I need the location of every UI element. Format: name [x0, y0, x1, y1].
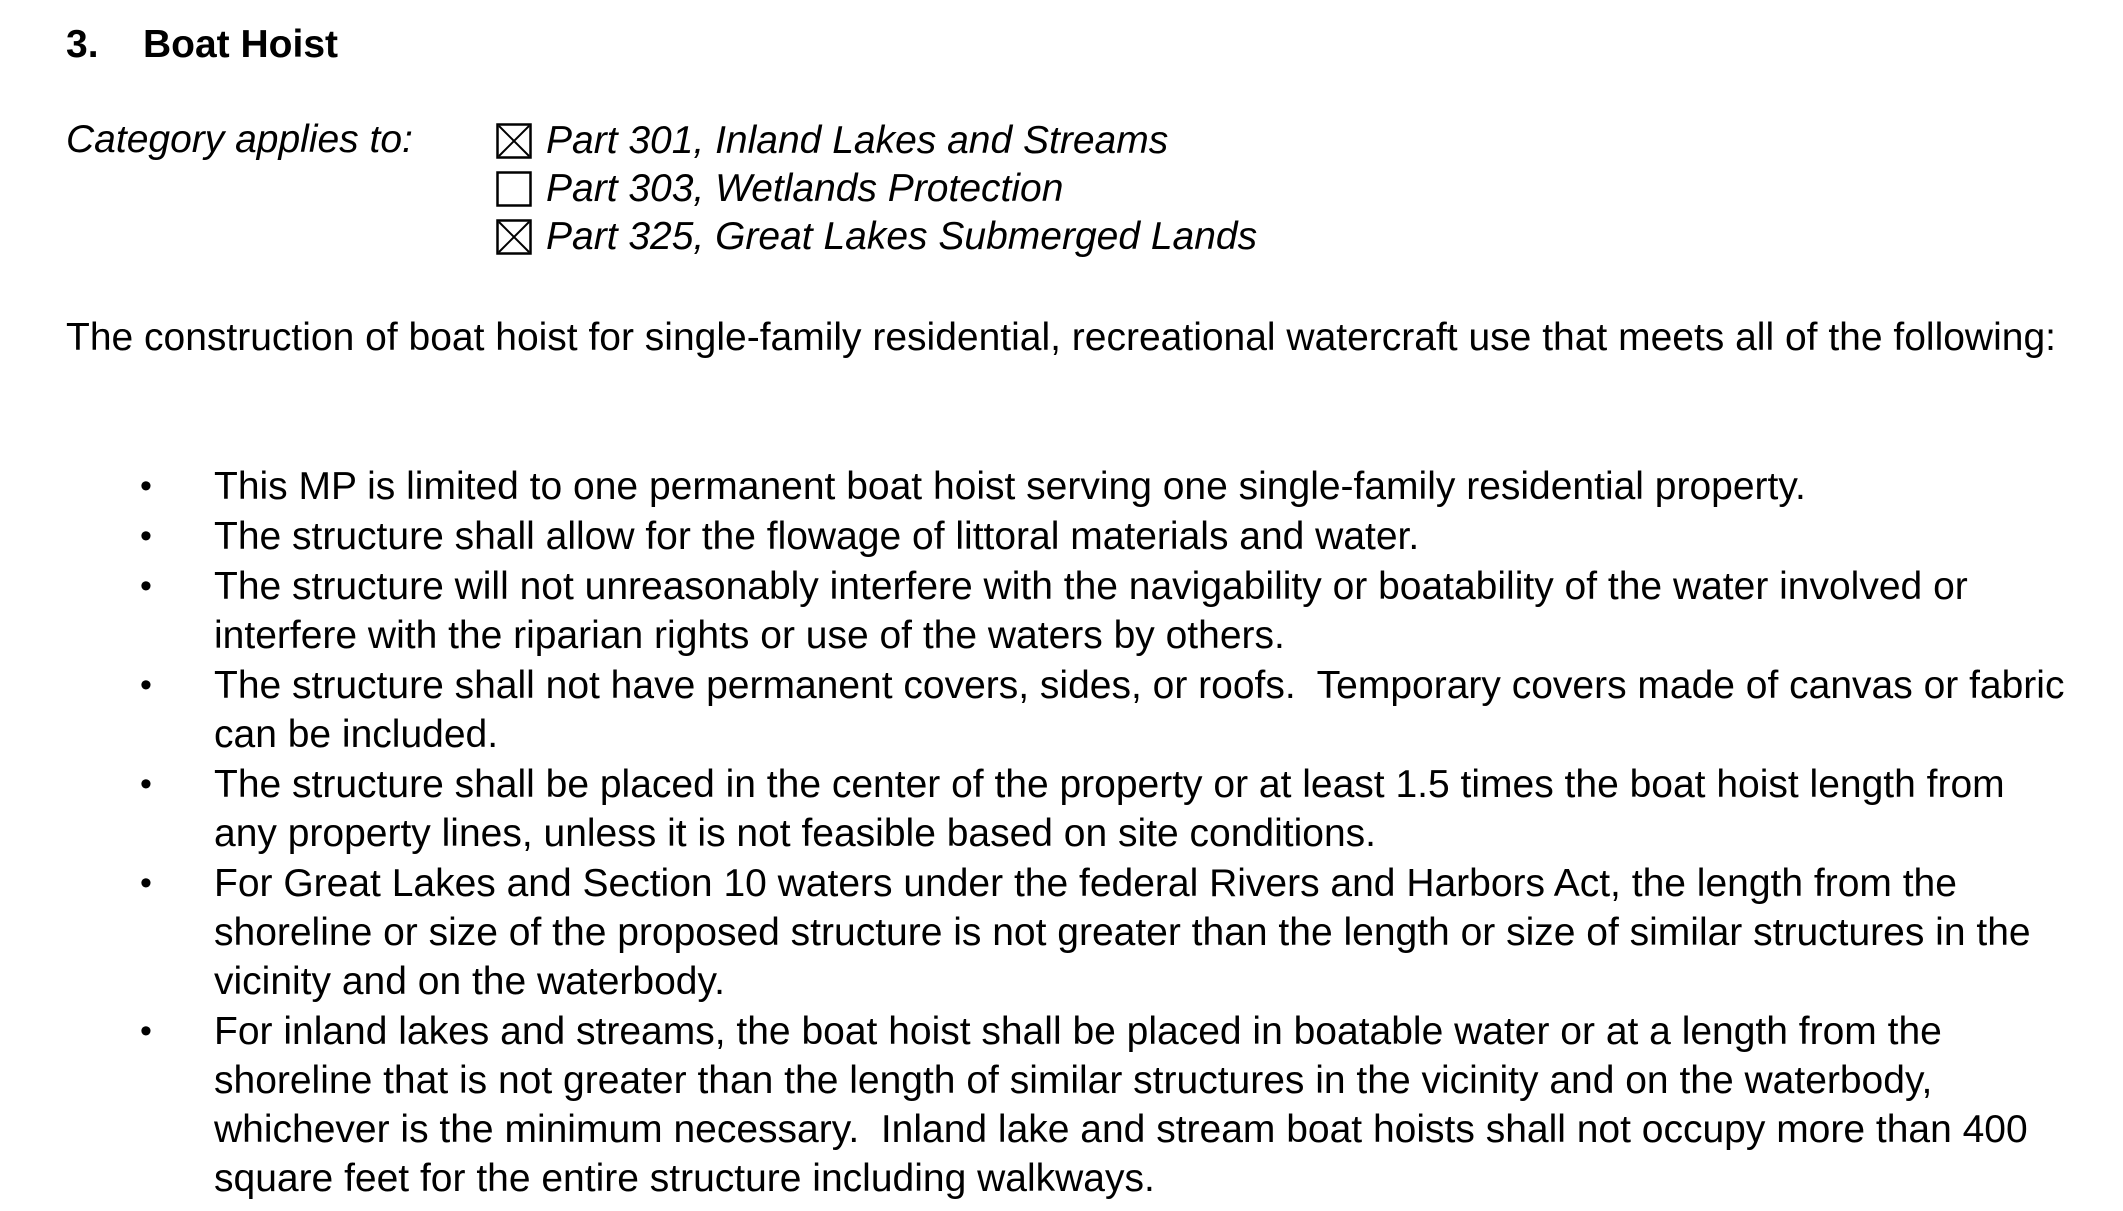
category-item-label: Part 303, Wetlands Protection [546, 167, 1064, 210]
list-item [66, 859, 2066, 1006]
category-item-part-325 [496, 213, 1257, 261]
bullet-icon: • [140, 765, 152, 803]
list-item-text: The structure shall allow for the flowage of littoral materials and water. [214, 515, 1420, 558]
list-item-text: The structure shall be placed in the center of the property or at least 1.5 times the boat hoist length from any property lines, unless it is not feasible based on site conditions. [214, 763, 2005, 855]
list-item [66, 1007, 2066, 1203]
list-item [66, 512, 2066, 561]
section-heading [66, 22, 338, 68]
requirements-list [66, 462, 2076, 1204]
category-item-label: Part 325, Great Lakes Submerged Lands [546, 215, 1258, 258]
list-item [66, 462, 2066, 511]
list-item-text: The structure will not unreasonably interfere with the navigability or boatability of the water involved or interfere with the riparian rights or use of the waters by others. [214, 565, 1968, 657]
list-item-text: This MP is limited to one permanent boat hoist serving one single-family residential property. [214, 465, 1806, 508]
bullet-icon: • [140, 467, 152, 505]
section-title: Boat Hoist [143, 23, 338, 66]
bullet-icon: • [140, 666, 152, 704]
bullet-icon: • [140, 864, 152, 902]
list-item-text: The structure shall not have permanent covers, sides, or roofs. Temporary covers made of canvas or fabric can be included. [214, 664, 2076, 756]
bullet-icon: • [140, 567, 152, 605]
list-item-text: For inland lakes and streams, the boat hoist shall be placed in boatable water or at a length from the shoreline that is not greater than the length of similar structures in the vicinity and on the waterbody, whichever is the minimum necessary. Inland lake and stream boat hoists shall not occupy more than 400 square feet for the entire structure including walkways. [214, 1010, 2039, 1200]
list-item [66, 760, 2066, 858]
bullet-icon: • [140, 517, 152, 555]
section-number: 3. [66, 23, 99, 66]
category-item-part-303 [496, 165, 1257, 213]
category-label: Category applies to: [66, 118, 413, 161]
list-item [66, 562, 2066, 660]
category-item-part-301 [496, 117, 1257, 165]
bullet-icon: • [140, 1012, 152, 1050]
category-list [496, 117, 1257, 261]
checked-checkbox-icon [496, 219, 532, 255]
category-item-label: Part 301, Inland Lakes and Streams [546, 119, 1169, 162]
list-item-text: For Great Lakes and Section 10 waters under the federal Rivers and Harbors Act, the length from the shoreline or size of the proposed structure is not greater than the length or size of similar structures in the vicinity and on the waterbody. [214, 862, 2031, 1003]
checked-checkbox-icon [496, 123, 532, 159]
unchecked-checkbox-icon [496, 171, 532, 207]
list-item [66, 661, 2076, 759]
intro-paragraph: The construction of boat hoist for single-family residential, recreational watercraft use that meets all of the following: [66, 316, 2056, 359]
